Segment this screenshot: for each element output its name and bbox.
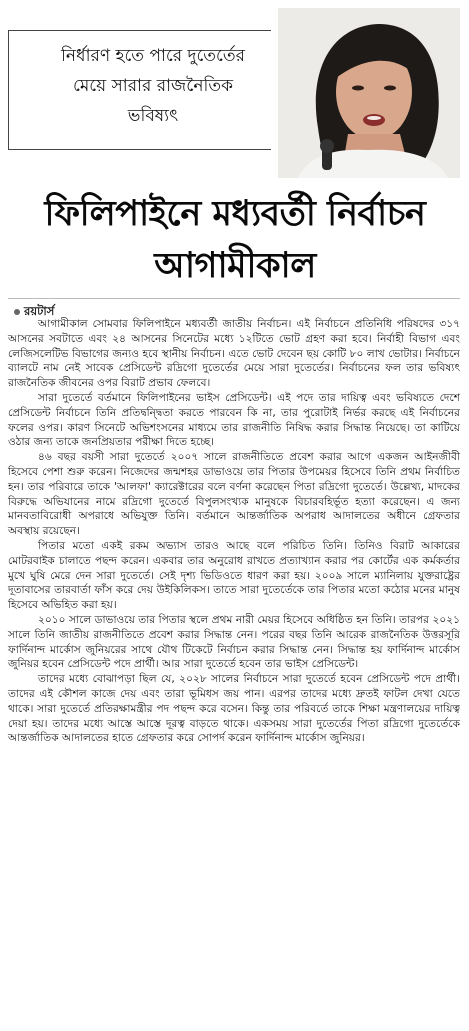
portrait-image	[278, 8, 460, 178]
paragraph: ২০১০ সালে ডাভাওয়ে তার পিতার স্থলে প্রথম নারী মেয়র হিসেবে অধিষ্ঠিত হন তিনি। তারপর ২০২১ সালে তিনি জাতীয় রাজনীতিতে প্রবেশ করার সিদ্ধান্ত নেন। পরের বছর তিনি আরেক রাজনৈতিক উত্তরসূরি ফার্দিনান্দ মার্কোস জুনিয়রের সাথে যৌথ টিকেটে নির্বাচন করার সিদ্ধান্ত নেন। সিদ্ধান্ত হয় ফার্দিনান্দ মার্কোস জুনিয়র হবেন প্রেসিডেন্ট পদে প্রার্থী। আর সারা দুতের্তে হবেন তার ভাইস প্রেসিডেন্ট।	[8, 613, 460, 671]
header-section	[0, 0, 469, 180]
paragraph: তাদের মধ্যে বোঝাপড়া ছিল যে, ২০২৮ সালের নির্বাচনে সারা দুতের্তে হবেন প্রেসিডেন্ট পদে প্রার্থী। তাদের এই কৌশল কাজে দেয় এবং তারা ভূমিধস জয় পান। এরপর তাদের মধ্যে দ্রুতই ফাটল দেখা যেতে থাকে। সারা দুতের্তে প্রতিরক্ষামন্ত্রীর পদ পছন্দ করে বসেন। কিন্তু তার পরিবর্তে তাকে শিক্ষা মন্ত্রণালয়ের দায়িত্ব দেয়া হয়। তাদের মধ্যে আস্তে আস্তে দূরত্ব বাড়তে থাকে। একসময় সারা দুতের্তের পিতা রদ্রিগো দুতের্তেকে আন্তর্জাতিক আদালতের হাতে গ্রেফতার করে সোপর্দ করেন ফার্দিনান্দ মার্কোস জুনিয়র।	[8, 673, 460, 745]
paragraph: ৪৬ বছর বয়সী সারা দুতের্তে ২০০৭ সালে রাজনীতিতে প্রবেশ করার আগে একজন আইনজীবী হিসেবে পেশা শুরু করেন। নিজেদের জন্মশহর ডাভাওয়ে তার পিতার উপমেয়র হিসেবে তিনি প্রথম নির্বাচিত হন। তার পরিবারে তাকে 'আলফা' ক্যারেক্টারের বলে বর্ণনা করেছেন পিতা রদ্রিগো দুতের্তে। উল্লেখ্য, মাদকের বিরুদ্ধে অভিযানের নামে রদ্রিগো দুতের্তে বিপুলসংখ্যক মানুষকে বিচারবহির্ভূত হত্যা করেছেন। এ জন্য মানবতাবিরোধী অপরাধে অভিযুক্ত তিনি। বর্তমানে আন্তর্জাতিক অপরাধ আদালতের অধীনে গ্রেফতার অবস্থায় রয়েছেন।	[8, 451, 460, 538]
bullet-icon	[14, 309, 20, 315]
kicker-text: নির্ধারণ হতে পারে দুতের্তের মেয়ে সারার রাজনৈতিক ভবিষ্যৎ	[61, 46, 245, 126]
headline: ফিলিপাইনে মধ্যবর্তী নির্বাচন আগামীকাল	[44, 194, 426, 286]
portrait-photo	[278, 8, 460, 178]
article-body	[8, 317, 460, 746]
paragraph: সারা দুতের্তে বর্তমানে ফিলিপাইনের ভাইস প্রেসিডেন্ট। এই পদে তার দায়িত্ব এবং ভবিষ্যতে দেশে প্রেসিডেন্ট নির্বাচনে তিনি প্রতিদ্বন্দ্বিতা করতে পারবেন কি না, তার পুরোটাই নির্ভর করছে এই নির্বাচনের ফলের ওপর। কারণ সিনেটে অভিশংসনের মাধ্যমে তার রাজনীতি নিষিদ্ধ করার সিদ্ধান্ত নিয়েছে। তা কাটিয়ে ওঠার জন্য তাকে জনপ্রিয়তার পরীক্ষা দিতে হচ্ছে।	[8, 391, 460, 449]
kicker-box	[8, 30, 271, 150]
divider	[8, 298, 460, 299]
byline-source: রয়টার্স	[24, 304, 55, 318]
paragraph: আগামীকাল সোমবার ফিলিপাইনে মধ্যবর্তী জাতীয় নির্বাচন। এই নির্বাচনে প্রতিনিধি পরিষদের ৩১৭ আসনের সবটাতে এবং ২৪ আসনের সিনেটের মধ্যে ১২টিতে ভোট গ্রহণ করা হবে। নির্বাহী বিভাগ এবং লেজিসলেটিভ বিভাগের জন্যও হবে স্থানীয় নির্বাচন। এতে ভোট দেবেন ছয় কোটি ৮০ লাখ ভোটার। নির্বাচনে ব্যালটে নাম নেই সাবেক প্রেসিডেন্ট রদ্রিগো দুতের্তের মেয়ে সারা দুতের্তের। নির্বাচনের ফল তার ভবিষ্যৎ রাজনৈতিক জীবনের ওপর বিরাট প্রভাব ফেলবে।	[8, 318, 460, 390]
paragraph: পিতার মতো একই রকম অভ্যাস তারও আছে বলে পরিচিত তিনি। তিনিও বিরাট আকারের মোটরবাইক চালাতে পছন্দ করেন। একবার তার অনুরোধ রাখতে প্রত্যাখ্যান করার পর কোর্টের এক কর্মকর্তার মুখে ঘুষি মেরে দেন সারা দুতের্তে। সেই দৃশ্য ভিডিওতে ধারণ করা হয়। ২০০৯ সালে ম্যানিলায় যুক্তরাষ্ট্রের দূতাবাসের তারবার্তা ফাঁস করে দেয় উইকিলিকস। তাতে সারা দুতের্তেকে তার পিতার মতো কঠোর মনের মানুষ হিসেবে অভিহিত করা হয়।	[8, 539, 460, 612]
